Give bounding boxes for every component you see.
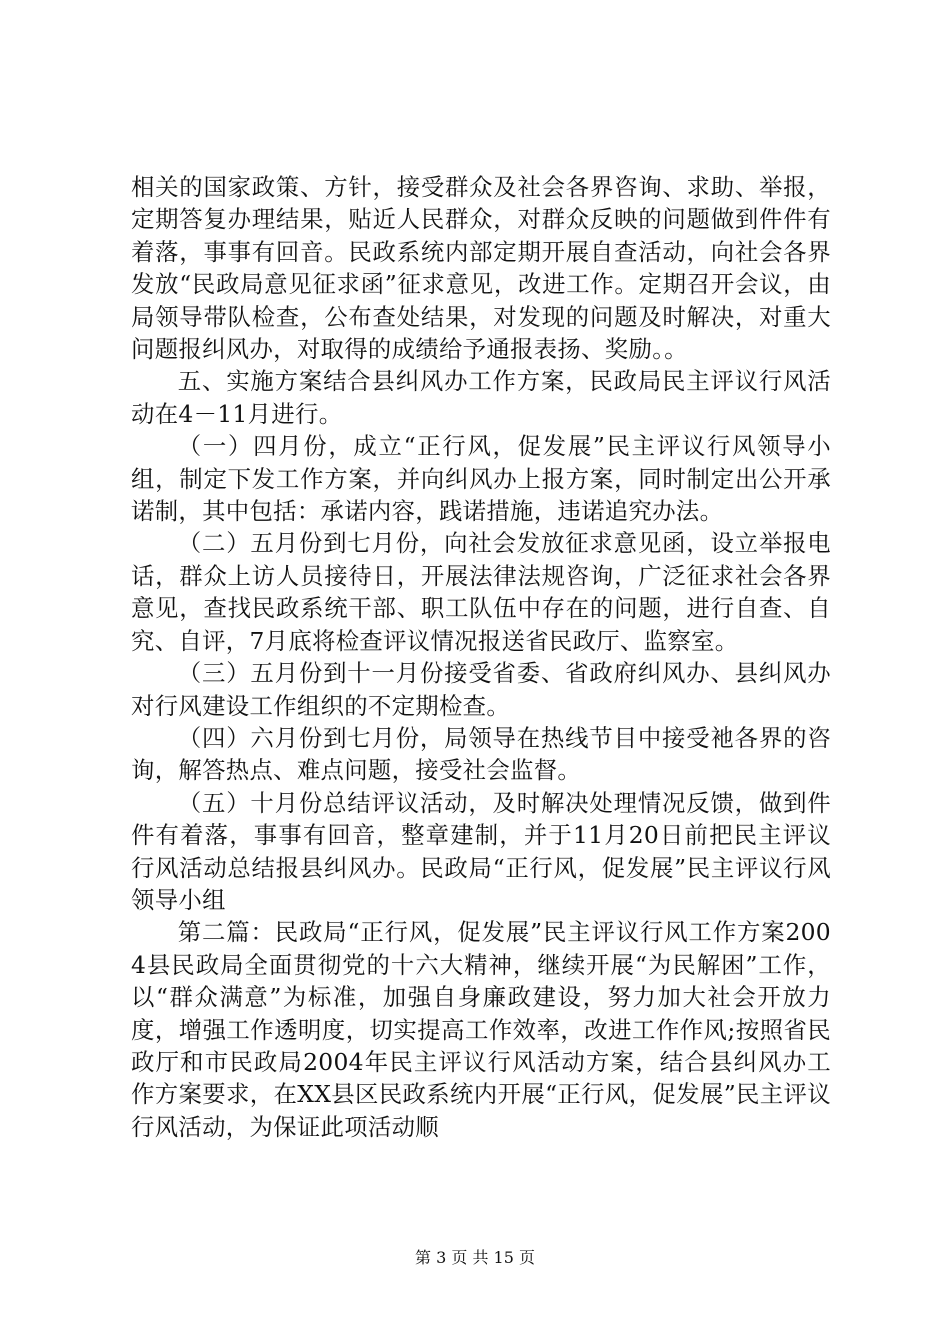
- paragraph: （三）五月份到十一月份接受省委、省政府纠风办、县纠风办对行风建设工作组织的不定期检查。: [131, 659, 831, 720]
- paragraph: （一）四月份，成立“正行风，促发展”民主评议行风领导小组，制定下发工作方案，并向纠风办上报方案，同时制定出公开承诺制，其中包括：承诺内容，践诺措施，违诺追究办法。: [131, 432, 831, 526]
- paragraph: 相关的国家政策、方针，接受群众及社会各界咨询、求助、举报，定期答复办理结果，贴近人民群众，对群众反映的问题做到件件有着落，事事有回音。民政系统内部定期开展自查活动，向社会各界发放“民政局意见征求函”征求意见，改进工作。定期召开会议，由局领导带队检查，公布查处结果，对发现的问题及时解决，对重大问题报纠风办，对取得的成绩给予通报表扬、奖励。。: [131, 173, 831, 364]
- paragraph: 五、实施方案结合县纠风办工作方案，民政局民主评议行风活动在4－11月进行。: [131, 367, 831, 428]
- paragraph: 第二篇：民政局“正行风，促发展”民主评议行风工作方案2004县民政局全面贯彻党的十六大精神，继续开展“为民解困”工作，以“群众满意”为标准，加强自身廉政建设，努力加大社会开放力度，增强工作透明度，切实提高工作效率，改进工作作风;按照省民政厅和市民政局2004年民主评议行风活动方案，结合县纠风办工作方案要求，在XX县区民政系统内开展“正行风，促发展”民主评议行风活动，为保证此项活动顺: [131, 918, 831, 1141]
- paragraph: （二）五月份到七月份，向社会发放征求意见函，设立举报电话，群众上访人员接待日，开展法律法规咨询，广泛征求社会各界意见，查找民政系统干部、职工队伍中存在的问题，进行自查、自究、自评，7月底将检查评议情况报送省民政厅、监察室。: [131, 529, 831, 655]
- page-number-footer: 第 3 页 共 15 页: [415, 1248, 535, 1267]
- paragraph: （四）六月份到七月份，局领导在热线节目中接受衪各界的咨询，解答热点、难点问题，接受社会监督。: [131, 723, 831, 785]
- paragraph: （五）十月份总结评议活动，及时解决处理情况反馈，做到件件有着落，事事有回音，整章建制，并于11月20日前把民主评议行风活动总结报县纠风办。民政局“正行风，促发展”民主评议行风领导小组: [131, 788, 831, 914]
- document-body: [131, 171, 831, 1143]
